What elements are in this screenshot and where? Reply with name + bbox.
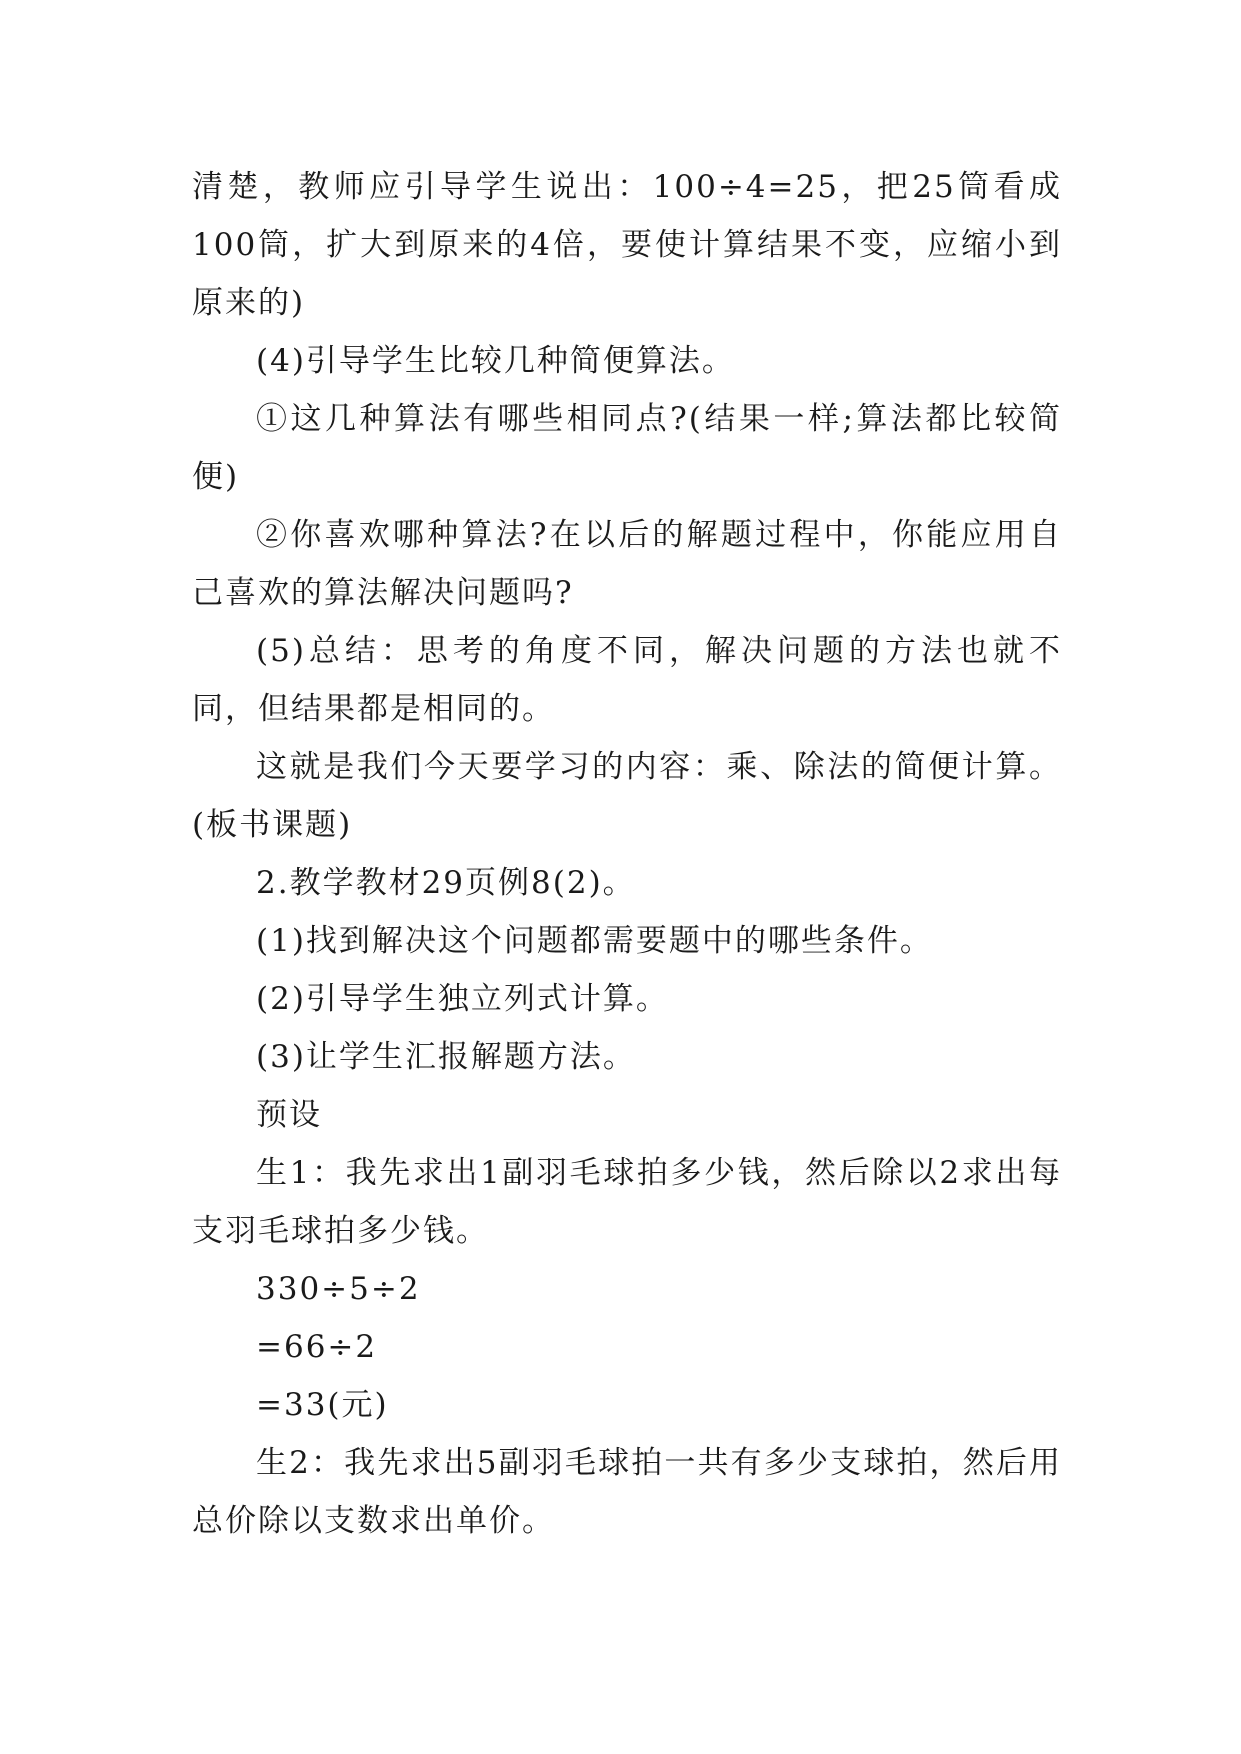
paragraph-13: 330÷5÷2	[256, 1271, 421, 1307]
paragraph-10: (3)让学生汇报解题方法。	[256, 1039, 636, 1075]
paragraph-7: 2.教学教材29页例8(2)。	[256, 865, 636, 901]
paragraph-15: =33(元)	[256, 1387, 389, 1423]
paragraph-4: ②你喜欢哪种算法?在以后的解题过程中，你能应用自己喜欢的算法解决问题吗?	[192, 517, 1062, 611]
paragraph-12: 生1：我先求出1副羽毛球拍多少钱，然后除以2求出每支羽毛球拍多少钱。	[192, 1155, 1062, 1249]
paragraph-9: (2)引导学生独立列式计算。	[256, 981, 669, 1017]
document-body	[192, 158, 1062, 1550]
paragraph-3: ①这几种算法有哪些相同点?(结果一样;算法都比较简便)	[192, 401, 1062, 495]
paragraph-2: (4)引导学生比较几种简便算法。	[256, 343, 735, 379]
paragraph-14: =66÷2	[256, 1329, 378, 1365]
paragraph-5: (5)总结：思考的角度不同，解决问题的方法也就不同，但结果都是相同的。	[192, 633, 1062, 727]
paragraph-11: 预设	[256, 1097, 322, 1133]
paragraph-6: 这就是我们今天要学习的内容：乘、除法的简便计算。(板书课题)	[192, 749, 1062, 843]
paragraph-16: 生2：我先求出5副羽毛球拍一共有多少支球拍，然后用总价除以支数求出单价。	[192, 1445, 1062, 1539]
paragraph-8: (1)找到解决这个问题都需要题中的哪些条件。	[256, 923, 933, 959]
paragraph-1: 清楚，教师应引导学生说出：100÷4=25，把25筒看成100筒，扩大到原来的4倍，要使计算结果不变，应缩小到原来的)	[192, 169, 1062, 321]
